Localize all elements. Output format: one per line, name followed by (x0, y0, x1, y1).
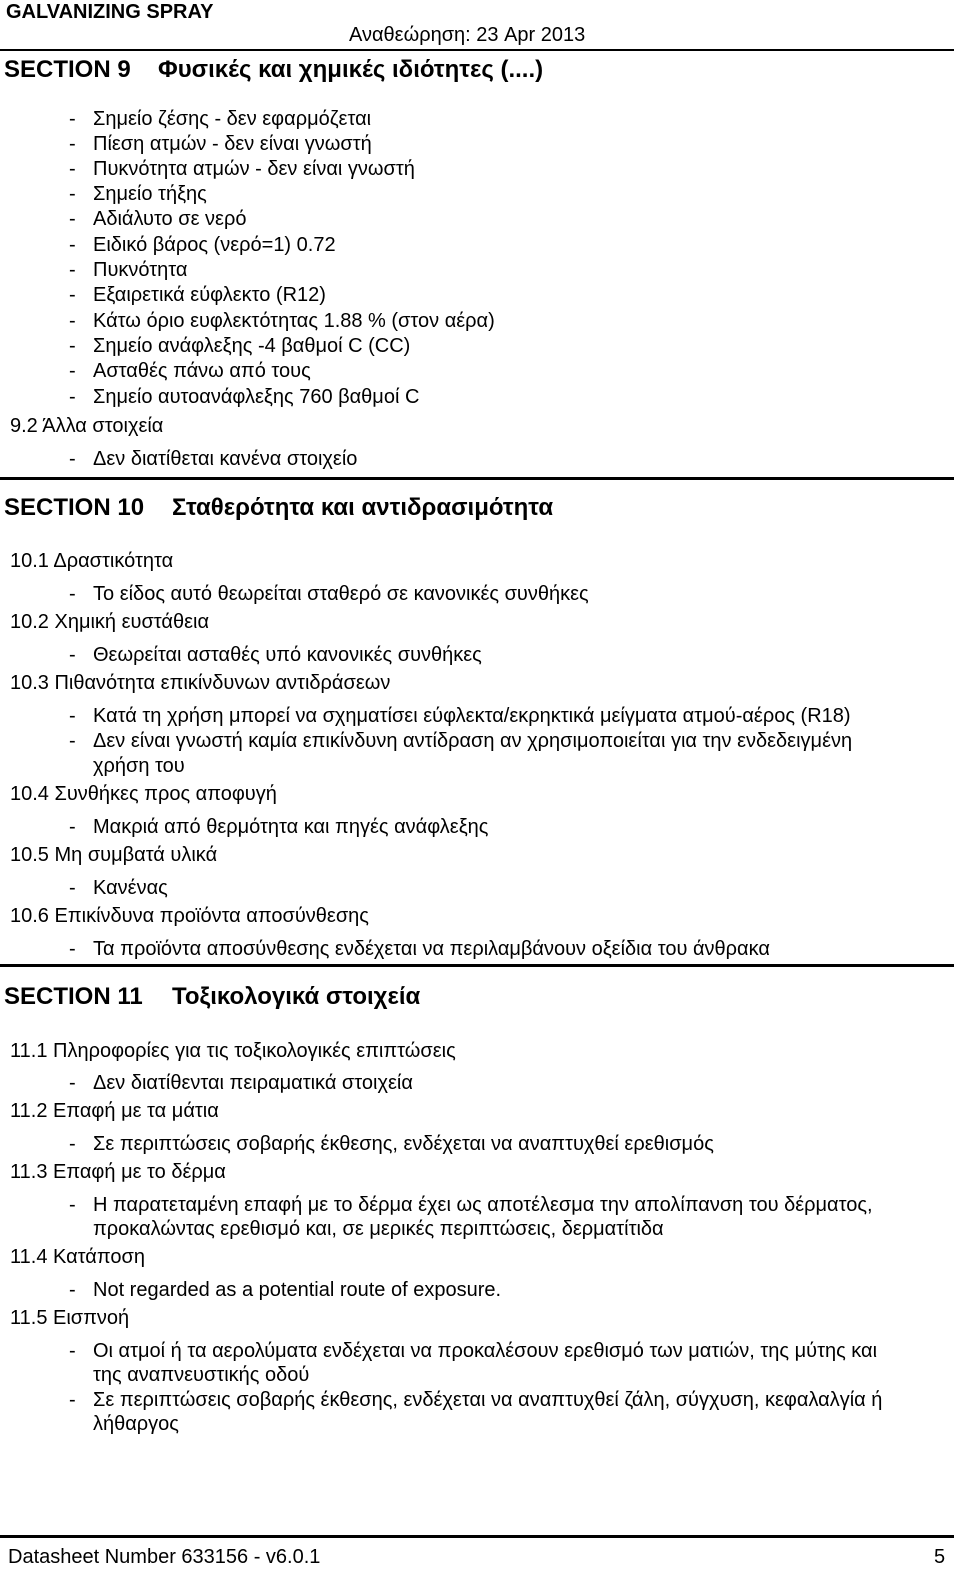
bullet: - (69, 583, 76, 605)
bullet: - (69, 234, 76, 256)
bullet: - (69, 1340, 76, 1362)
bullet: - (69, 730, 76, 752)
bullet: - (69, 644, 76, 666)
bullet: - (69, 133, 76, 155)
section-10-heading (4, 494, 554, 522)
section-9-heading (4, 56, 544, 84)
subsection-heading: 10.3 Πιθανότητα επικίνδυνων αντιδράσεων (10, 672, 391, 694)
list-item: Τα προϊόντα αποσύνθεσης ενδέχεται να περιλαμβάνουν οξείδια του άνθρακα (93, 938, 770, 960)
bullet: - (69, 208, 76, 230)
list-item: Σε περιπτώσεις σοβαρής έκθεσης, ενδέχεται να αναπτυχθεί ζάλη, σύγχυση, κεφαλαλγία ή (93, 1389, 883, 1411)
subsection-heading: 11.3 Επαφή με το δέρμα (10, 1161, 226, 1183)
bullet: - (69, 1072, 76, 1094)
bullet: - (69, 183, 76, 205)
section-9-number: SECTION 9 (4, 56, 131, 83)
footer-divider (0, 1535, 954, 1538)
list-item: Κατά τη χρήση μπορεί να σχηματίσει εύφλεκτα/εκρηκτικά μείγματα ατμού-αέρος (R18) (93, 705, 851, 727)
list-item-continuation: λήθαργος (93, 1413, 179, 1435)
list-item: Θεωρείται ασταθές υπό κανονικές συνθήκες (93, 644, 482, 666)
section-divider (0, 477, 954, 480)
bullet: - (69, 284, 76, 306)
subsection-heading: 11.1 Πληροφορίες για τις τοξικολογικές επιπτώσεις (10, 1040, 456, 1062)
list-item: Εξαιρετικά εύφλεκτο (R12) (93, 284, 326, 306)
subsection-heading: 10.6 Επικίνδυνα προϊόντα αποσύνθεσης (10, 905, 369, 927)
subsection-heading: 10.1 Δραστικότητα (10, 550, 174, 572)
subsection-heading: 10.4 Συνθήκες προς αποφυγή (10, 783, 277, 805)
revision-date: Αναθεώρηση: 23 Apr 2013 (349, 24, 586, 46)
document-title: GALVANIZING SPRAY (6, 1, 214, 23)
list-item: Σημείο ζέσης - δεν εφαρμόζεται (93, 108, 372, 130)
datasheet-number: Datasheet Number 633156 - v6.0.1 (8, 1546, 321, 1568)
bullet: - (69, 158, 76, 180)
list-item-continuation: χρήση του (93, 755, 185, 777)
bullet: - (69, 1279, 76, 1301)
section-11-number: SECTION 11 (4, 983, 143, 1010)
bullet: - (69, 877, 76, 899)
bullet: - (69, 938, 76, 960)
list-item-continuation: προκαλώντας ερεθισμό και, σε μερικές περιπτώσεις, δερματίτιδα (93, 1218, 664, 1240)
subsection-heading: 10.5 Μη συμβατά υλικά (10, 844, 218, 866)
section-11-title: Τοξικολογικά στοιχεία (172, 983, 421, 1010)
bullet: - (69, 108, 76, 130)
bullet: - (69, 816, 76, 838)
list-item: Ασταθές πάνω από τους (93, 360, 311, 382)
list-item: Not regarded as a potential route of exposure. (93, 1279, 502, 1301)
list-item: Δεν διατίθεται κανένα στοιχείο (93, 448, 358, 470)
bullet: - (69, 448, 76, 470)
section-11-heading (4, 983, 421, 1011)
list-item: Το είδος αυτό θεωρείται σταθερό σε κανονικές συνθήκες (93, 583, 589, 605)
list-item: Η παρατεταμένη επαφή με το δέρμα έχει ως αποτέλεσμα την απολίπανση του δέρματος, (93, 1194, 873, 1216)
bullet: - (69, 335, 76, 357)
bullet: - (69, 259, 76, 281)
bullet: - (69, 1194, 76, 1216)
list-item: Σημείο ανάφλεξης -4 βαθμοί C (CC) (93, 335, 411, 357)
section-divider (0, 964, 954, 967)
section-10-title: Σταθερότητα και αντιδρασιμότητα (172, 494, 554, 521)
list-item: Σημείο τήξης (93, 183, 207, 205)
subsection-heading: 11.2 Επαφή με τα μάτια (10, 1100, 219, 1122)
list-item-continuation: της αναπνευστικής οδού (93, 1364, 310, 1386)
bullet: - (69, 1389, 76, 1411)
subsection-heading: 11.4 Κατάποση (10, 1246, 145, 1268)
list-item: Πυκνότητα (93, 259, 188, 281)
list-item: Σημείο αυτοανάφλεξης 760 βαθμοί C (93, 386, 420, 408)
list-item: Αδιάλυτο σε νερό (93, 208, 247, 230)
bullet: - (69, 705, 76, 727)
list-item: Πίεση ατμών - δεν είναι γνωστή (93, 133, 372, 155)
bullet: - (69, 360, 76, 382)
list-item: Δεν διατίθενται πειραματικά στοιχεία (93, 1072, 413, 1094)
list-item: Κάτω όριο ευφλεκτότητας 1.88 % (στον αέρα) (93, 310, 495, 332)
section-9-title: Φυσικές και χημικές ιδιότητες (....) (158, 56, 544, 83)
list-item: Μακριά από θερμότητα και πηγές ανάφλεξης (93, 816, 489, 838)
list-item: Οι ατμοί ή τα αερολύματα ενδέχεται να προκαλέσουν ερεθισμό των ματιών, της μύτης και (93, 1340, 878, 1362)
subsection-heading: 10.2 Χημική ευστάθεια (10, 611, 210, 633)
list-item: Πυκνότητα ατμών - δεν είναι γνωστή (93, 158, 415, 180)
bullet: - (69, 1133, 76, 1155)
header-divider (0, 49, 954, 51)
list-item: Δεν είναι γνωστή καμία επικίνδυνη αντίδραση αν χρησιμοποιείται για την ενδεδειγμένη (93, 730, 853, 752)
list-item: Ειδικό βάρος (νερό=1) 0.72 (93, 234, 336, 256)
bullet: - (69, 310, 76, 332)
section-10-number: SECTION 10 (4, 494, 145, 521)
subsection-heading: 11.5 Εισπνοή (10, 1307, 130, 1329)
subsection-heading: 9.2 Άλλα στοιχεία (10, 415, 164, 437)
page-number: 5 (934, 1546, 946, 1568)
list-item: Κανένας (93, 877, 168, 899)
list-item: Σε περιπτώσεις σοβαρής έκθεσης, ενδέχεται να αναπτυχθεί ερεθισμός (93, 1133, 714, 1155)
bullet: - (69, 386, 76, 408)
